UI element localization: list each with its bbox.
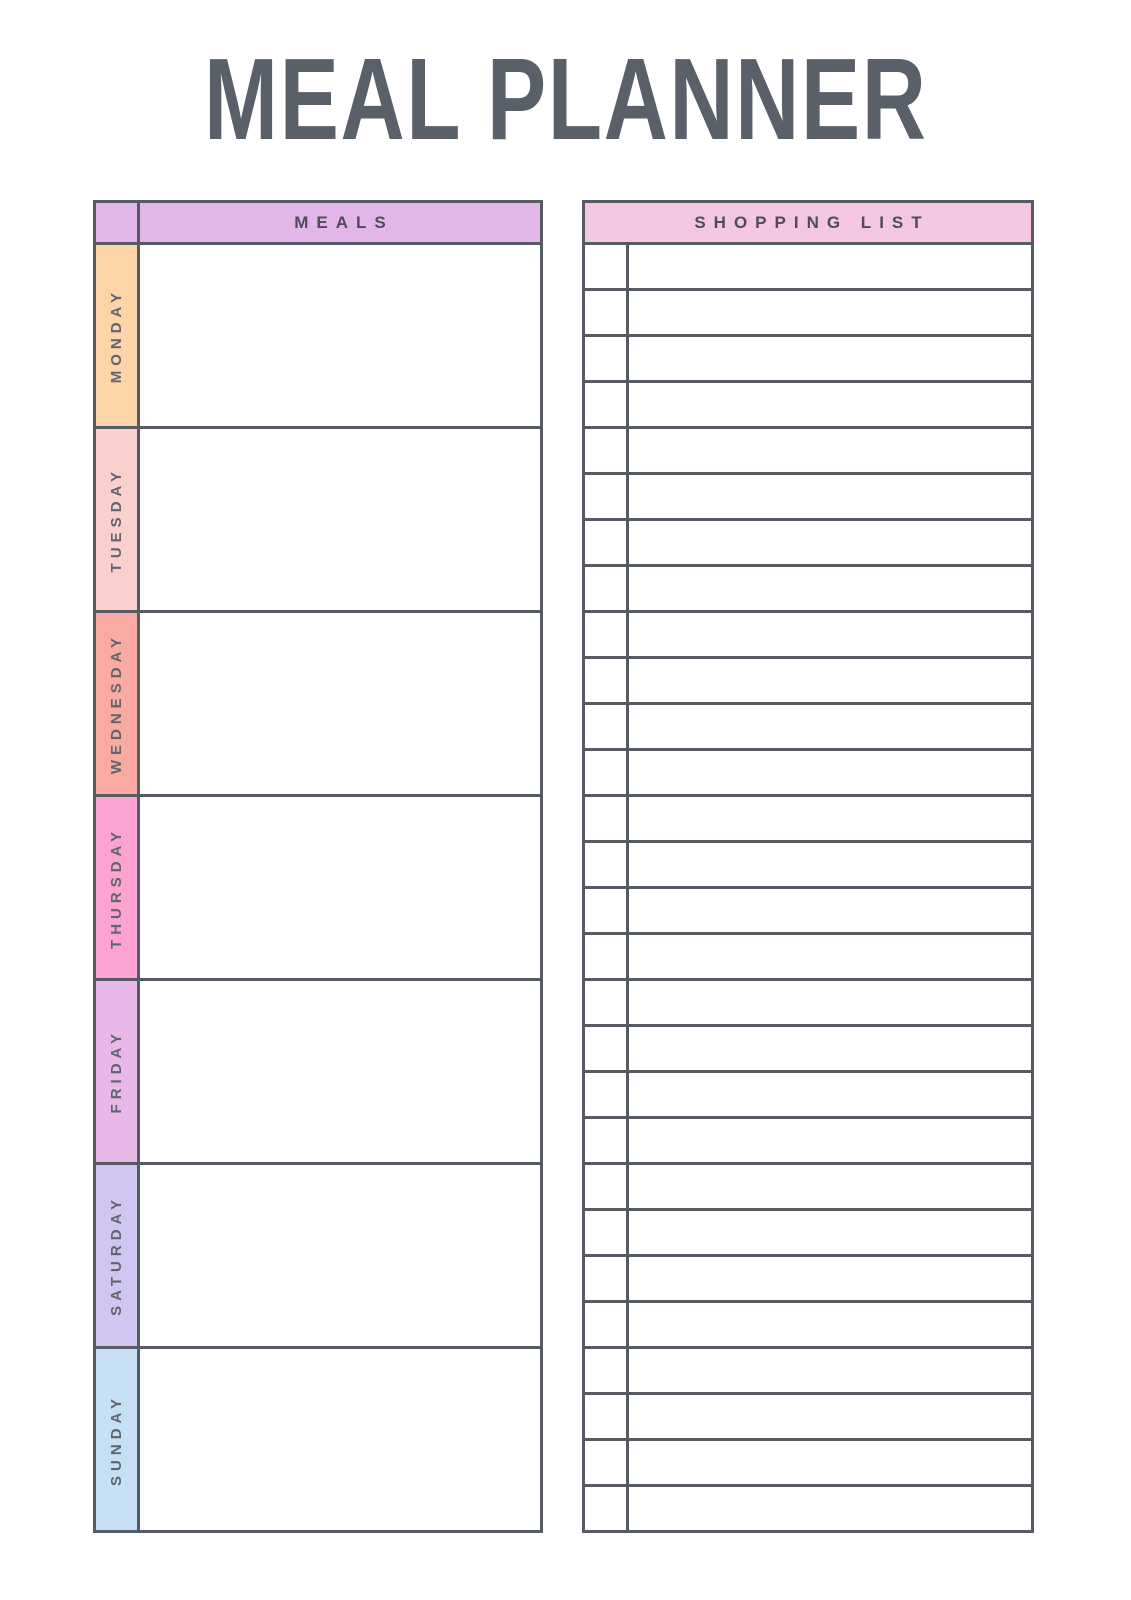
day-label-saturday: SATURDAY (108, 1195, 125, 1316)
shopping-row (585, 1303, 1031, 1349)
shopping-item-cell[interactable] (629, 935, 1031, 978)
shopping-checkbox-cell[interactable] (585, 1441, 629, 1484)
shopping-item-cell[interactable] (629, 981, 1031, 1024)
day-header-friday (96, 981, 140, 1162)
day-label-tuesday: TUESDAY (108, 466, 125, 573)
shopping-row (585, 245, 1031, 291)
day-row-saturday (96, 1165, 540, 1349)
shopping-row (585, 567, 1031, 613)
day-label-monday: MONDAY (108, 287, 125, 384)
shopping-item-cell[interactable] (629, 1211, 1031, 1254)
shopping-row (585, 751, 1031, 797)
shopping-item-cell[interactable] (629, 475, 1031, 518)
shopping-item-cell[interactable] (629, 751, 1031, 794)
shopping-list-header: SHOPPING LIST (585, 203, 1031, 242)
shopping-row (585, 1441, 1031, 1487)
meals-table (93, 200, 543, 1533)
meal-entry-cell-tuesday[interactable] (140, 429, 540, 610)
day-header-wednesday (96, 613, 140, 794)
shopping-row (585, 613, 1031, 659)
shopping-checkbox-cell[interactable] (585, 291, 629, 334)
shopping-row (585, 383, 1031, 429)
shopping-row (585, 475, 1031, 521)
shopping-item-cell[interactable] (629, 1349, 1031, 1392)
shopping-item-cell[interactable] (629, 1073, 1031, 1116)
shopping-item-cell[interactable] (629, 1027, 1031, 1070)
meal-entry-cell-sunday[interactable] (140, 1349, 540, 1530)
shopping-row (585, 1487, 1031, 1530)
shopping-item-cell[interactable] (629, 659, 1031, 702)
meal-entry-cell-wednesday[interactable] (140, 613, 540, 794)
shopping-item-cell[interactable] (629, 337, 1031, 380)
shopping-checkbox-cell[interactable] (585, 1027, 629, 1070)
day-header-monday (96, 245, 140, 426)
shopping-row (585, 797, 1031, 843)
shopping-checkbox-cell[interactable] (585, 751, 629, 794)
day-header-thursday (96, 797, 140, 978)
meals-table-header-row (96, 203, 540, 245)
meal-entry-cell-monday[interactable] (140, 245, 540, 426)
shopping-row (585, 1027, 1031, 1073)
shopping-item-cell[interactable] (629, 567, 1031, 610)
day-label-friday: FRIDAY (108, 1029, 125, 1114)
shopping-item-cell[interactable] (629, 1487, 1031, 1530)
day-header-saturday (96, 1165, 140, 1346)
shopping-row (585, 889, 1031, 935)
shopping-row (585, 659, 1031, 705)
day-header-sunday (96, 1349, 140, 1530)
title-area (0, 0, 1131, 200)
meal-entry-cell-friday[interactable] (140, 981, 540, 1162)
shopping-item-cell[interactable] (629, 889, 1031, 932)
shopping-row (585, 1349, 1031, 1395)
shopping-item-cell[interactable] (629, 245, 1031, 288)
shopping-item-cell[interactable] (629, 291, 1031, 334)
shopping-row (585, 1395, 1031, 1441)
shopping-row (585, 1165, 1031, 1211)
day-row-wednesday (96, 613, 540, 797)
shopping-list-body (585, 245, 1031, 1530)
shopping-checkbox-cell[interactable] (585, 245, 629, 288)
shopping-item-cell[interactable] (629, 521, 1031, 564)
day-row-tuesday (96, 429, 540, 613)
shopping-row (585, 935, 1031, 981)
shopping-checkbox-cell[interactable] (585, 659, 629, 702)
shopping-row (585, 429, 1031, 475)
shopping-row (585, 521, 1031, 567)
page-title: MEAL PLANNER (203, 34, 928, 165)
shopping-checkbox-cell[interactable] (585, 1073, 629, 1116)
shopping-checkbox-cell[interactable] (585, 429, 629, 472)
shopping-checkbox-cell[interactable] (585, 1211, 629, 1254)
shopping-checkbox-cell[interactable] (585, 1119, 629, 1162)
shopping-item-cell[interactable] (629, 1441, 1031, 1484)
shopping-row (585, 1119, 1031, 1165)
day-label-thursday: THURSDAY (108, 826, 125, 949)
day-row-sunday (96, 1349, 540, 1530)
shopping-checkbox-cell[interactable] (585, 1487, 629, 1530)
meals-corner-cell (96, 203, 140, 242)
shopping-checkbox-cell[interactable] (585, 705, 629, 748)
shopping-item-cell[interactable] (629, 1395, 1031, 1438)
shopping-checkbox-cell[interactable] (585, 1303, 629, 1346)
shopping-row (585, 1257, 1031, 1303)
day-row-thursday (96, 797, 540, 981)
shopping-row (585, 843, 1031, 889)
meals-table-body (96, 245, 540, 1530)
shopping-row (585, 981, 1031, 1027)
shopping-checkbox-cell[interactable] (585, 797, 629, 840)
shopping-checkbox-cell[interactable] (585, 1395, 629, 1438)
shopping-item-cell[interactable] (629, 613, 1031, 656)
meal-entry-cell-thursday[interactable] (140, 797, 540, 978)
day-label-sunday: SUNDAY (108, 1393, 125, 1486)
day-label-wednesday: WEDNESDAY (108, 632, 125, 775)
shopping-item-cell[interactable] (629, 383, 1031, 426)
shopping-item-cell[interactable] (629, 705, 1031, 748)
shopping-checkbox-cell[interactable] (585, 935, 629, 978)
shopping-row (585, 1073, 1031, 1119)
shopping-row (585, 705, 1031, 751)
shopping-checkbox-cell[interactable] (585, 1349, 629, 1392)
meals-header: MEALS (140, 203, 540, 242)
shopping-checkbox-cell[interactable] (585, 889, 629, 932)
shopping-checkbox-cell[interactable] (585, 1165, 629, 1208)
shopping-item-cell[interactable] (629, 1119, 1031, 1162)
shopping-item-cell[interactable] (629, 843, 1031, 886)
shopping-checkbox-cell[interactable] (585, 981, 629, 1024)
shopping-checkbox-cell[interactable] (585, 843, 629, 886)
day-row-friday (96, 981, 540, 1165)
shopping-list-table (582, 200, 1034, 1533)
shopping-checkbox-cell[interactable] (585, 521, 629, 564)
shopping-item-cell[interactable] (629, 1165, 1031, 1208)
shopping-item-cell[interactable] (629, 1303, 1031, 1346)
shopping-row (585, 1211, 1031, 1257)
day-row-monday (96, 245, 540, 429)
shopping-checkbox-cell[interactable] (585, 337, 629, 380)
shopping-checkbox-cell[interactable] (585, 1257, 629, 1300)
shopping-item-cell[interactable] (629, 429, 1031, 472)
day-header-tuesday (96, 429, 140, 610)
shopping-item-cell[interactable] (629, 1257, 1031, 1300)
shopping-checkbox-cell[interactable] (585, 383, 629, 426)
shopping-row (585, 291, 1031, 337)
shopping-checkbox-cell[interactable] (585, 475, 629, 518)
shopping-item-cell[interactable] (629, 797, 1031, 840)
shopping-checkbox-cell[interactable] (585, 613, 629, 656)
meal-entry-cell-saturday[interactable] (140, 1165, 540, 1346)
shopping-list-header-row (585, 203, 1031, 245)
shopping-row (585, 337, 1031, 383)
shopping-checkbox-cell[interactable] (585, 567, 629, 610)
